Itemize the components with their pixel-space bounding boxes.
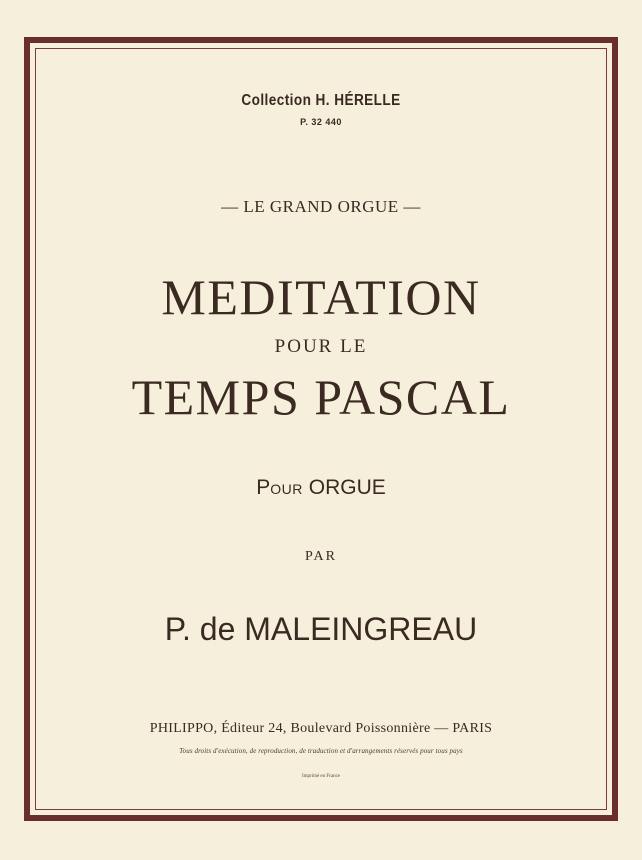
instrument-name: ORGUE	[308, 476, 386, 499]
catalog-number: P. 32 440	[300, 117, 342, 127]
printed-in-label: Imprimé en France	[301, 774, 341, 779]
publisher-line: PHILIPPO, Éditeur 24, Boulevard Poissonnière — PARIS	[149, 721, 493, 736]
instrument-line	[0, 476, 642, 500]
by-label: PAR	[305, 549, 337, 564]
collection-name: Collection H. HÉRELLE	[241, 92, 401, 109]
inner-border	[35, 48, 607, 810]
title-line-2: POUR LE	[274, 336, 368, 357]
title-line-1: MEDITATION	[161, 269, 481, 325]
instrument-prefix-rest: OUR	[270, 481, 303, 497]
composer-name: P. de MALEINGREAU	[164, 611, 478, 647]
instrument-prefix-initial: P	[256, 476, 271, 499]
rights-notice: Tous droits d'exécution, de reproduction, de traduction et d'arrangements réservés pour tous pays	[179, 747, 463, 755]
series-title: — LE GRAND ORGUE —	[221, 197, 421, 216]
title-line-3: TEMPS PASCAL	[131, 369, 511, 425]
